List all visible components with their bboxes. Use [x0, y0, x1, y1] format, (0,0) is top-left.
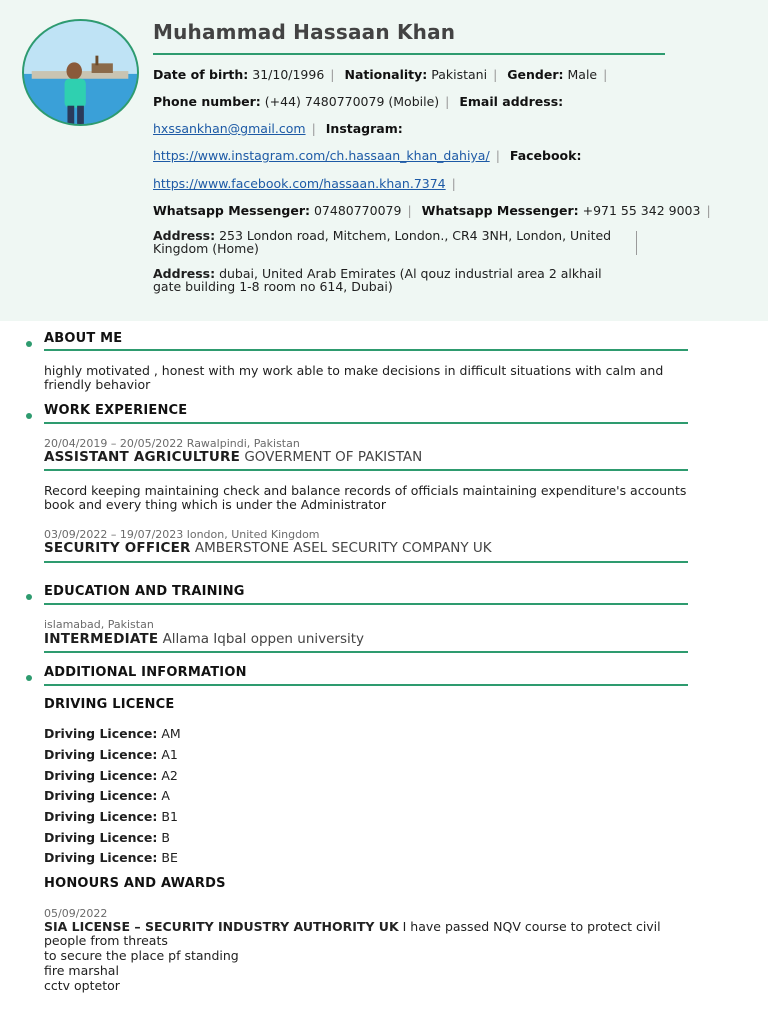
separator: | [330, 67, 335, 82]
address-dubai [153, 268, 623, 293]
licence-item [44, 809, 178, 824]
instagram-link[interactable]: https://www.instagram.com/ch.hassaan_khan_dahiya/ [153, 148, 490, 163]
whatsapp2-label: Whatsapp Messenger: [421, 203, 579, 218]
licence-label: Driving Licence: [44, 726, 158, 741]
award-entry [44, 920, 704, 948]
dob-value: 31/10/1996 [252, 67, 325, 82]
job-description: Record keeping maintaining check and balance records of officials maintaining expenditure's accounts book and every thing which is under the Administrator [44, 483, 687, 512]
whatsapp-line [153, 203, 717, 219]
job-title [44, 540, 492, 556]
address1-label: Address: [153, 228, 216, 243]
job-divider [44, 469, 688, 471]
address-home [153, 230, 623, 255]
separator: | [706, 203, 711, 218]
additional-divider [44, 684, 688, 686]
education-meta: islamabad, Pakistan [44, 618, 154, 631]
licence-label: Driving Licence: [44, 809, 158, 824]
email-line [153, 121, 403, 137]
award-detail: fire marshal [44, 963, 119, 978]
licence-item [44, 850, 178, 865]
bullet-icon [26, 413, 32, 419]
bullet-icon [26, 341, 32, 347]
education-entry [44, 631, 364, 647]
gender-label: Gender: [507, 67, 564, 82]
licence-value: A2 [161, 768, 178, 783]
licence-label: Driving Licence: [44, 850, 158, 865]
about-divider [44, 349, 688, 351]
phone-value: (+44) 7480770079 (Mobile) [264, 94, 440, 109]
licence-item [44, 747, 178, 762]
job-role: SECURITY OFFICER [44, 540, 191, 556]
email-link[interactable]: hxssankhan@gmail.com [153, 121, 306, 136]
education-divider [44, 603, 688, 605]
about-title: ABOUT ME [44, 331, 123, 346]
award-name: SIA LICENSE – SECURITY INDUSTRY AUTHORITY UK [44, 919, 399, 934]
personal-info-line [153, 67, 613, 83]
award-detail: to secure the place pf standing [44, 948, 239, 963]
licence-value: AM [161, 726, 181, 741]
address1-value: 253 London road, Mitchem, London., CR4 3NH, London, United Kingdom (Home) [153, 228, 612, 256]
award-date: 05/09/2022 [44, 907, 108, 920]
licence-label: Driving Licence: [44, 830, 158, 845]
separator: | [311, 121, 316, 136]
nationality-value: Pakistani [431, 67, 488, 82]
address2-value: dubai, United Arab Emirates (Al qouz industrial area 2 alkhail gate building 1-8 room no 614, Dubai) [153, 266, 602, 294]
job-org: AMBERSTONE ASEL SECURITY COMPANY UK [194, 540, 492, 556]
whatsapp1-value: 07480770079 [313, 203, 402, 218]
separator: | [493, 67, 498, 82]
licence-item [44, 726, 181, 741]
education-entry-divider [44, 651, 688, 653]
job-meta: 20/04/2019 – 20/05/2022 Rawalpindi, Pakistan [44, 437, 300, 450]
address-separator [636, 231, 637, 255]
bullet-icon [26, 675, 32, 681]
additional-title: ADDITIONAL INFORMATION [44, 665, 247, 680]
work-divider [44, 422, 688, 424]
job-role: ASSISTANT AGRICULTURE [44, 449, 241, 465]
phone-label: Phone number: [153, 94, 261, 109]
licence-value: B [161, 830, 170, 845]
licence-value: BE [161, 850, 178, 865]
licence-value: A [161, 788, 170, 803]
job-divider [44, 561, 688, 563]
separator: | [445, 94, 450, 109]
awards-title: HONOURS AND AWARDS [44, 876, 226, 891]
gender-value: Male [567, 67, 598, 82]
licence-label: Driving Licence: [44, 747, 158, 762]
education-title: EDUCATION AND TRAINING [44, 584, 245, 599]
facebook-link[interactable]: https://www.facebook.com/hassaan.khan.7374 [153, 176, 446, 191]
work-title: WORK EXPERIENCE [44, 403, 188, 418]
education-qualification: INTERMEDIATE [44, 631, 159, 647]
name-divider [153, 53, 665, 55]
instagram-label: Instagram: [325, 121, 403, 136]
dob-label: Date of birth: [153, 67, 249, 82]
separator: | [451, 176, 456, 191]
job-title [44, 449, 422, 465]
separator: | [603, 67, 608, 82]
whatsapp1-label: Whatsapp Messenger: [153, 203, 310, 218]
job-meta: 03/09/2022 – 19/07/2023 london, United Kingdom [44, 528, 320, 541]
whatsapp2-value: +971 55 342 9003 [582, 203, 701, 218]
licence-label: Driving Licence: [44, 788, 158, 803]
facebook-label: Facebook: [509, 148, 582, 163]
address2-label: Address: [153, 266, 216, 281]
licence-label: Driving Licence: [44, 768, 158, 783]
award-detail: cctv optetor [44, 978, 120, 993]
profile-photo [22, 19, 139, 126]
licence-item [44, 788, 170, 803]
licence-item [44, 830, 170, 845]
about-text: highly motivated , honest with my work able to make decisions in difficult situations with calm and friendly behavior [44, 363, 664, 392]
nationality-label: Nationality: [344, 67, 428, 82]
driving-licence-title: DRIVING LICENCE [44, 697, 175, 712]
facebook-line [153, 176, 462, 192]
licence-value: B1 [161, 809, 178, 824]
separator: | [495, 148, 500, 163]
licence-value: A1 [161, 747, 178, 762]
separator: | [407, 203, 412, 218]
email-label: Email address: [459, 94, 564, 109]
candidate-name: Muhammad Hassaan Khan [153, 20, 456, 44]
instagram-line [153, 148, 581, 164]
licence-item [44, 768, 178, 783]
bullet-icon [26, 594, 32, 600]
education-institution: Allama Iqbal oppen university [162, 631, 365, 647]
phone-line [153, 94, 563, 110]
job-org: GOVERMENT OF PAKISTAN [244, 449, 423, 465]
award-description: I have passed NQV course to protect civil people from threats [44, 919, 661, 948]
